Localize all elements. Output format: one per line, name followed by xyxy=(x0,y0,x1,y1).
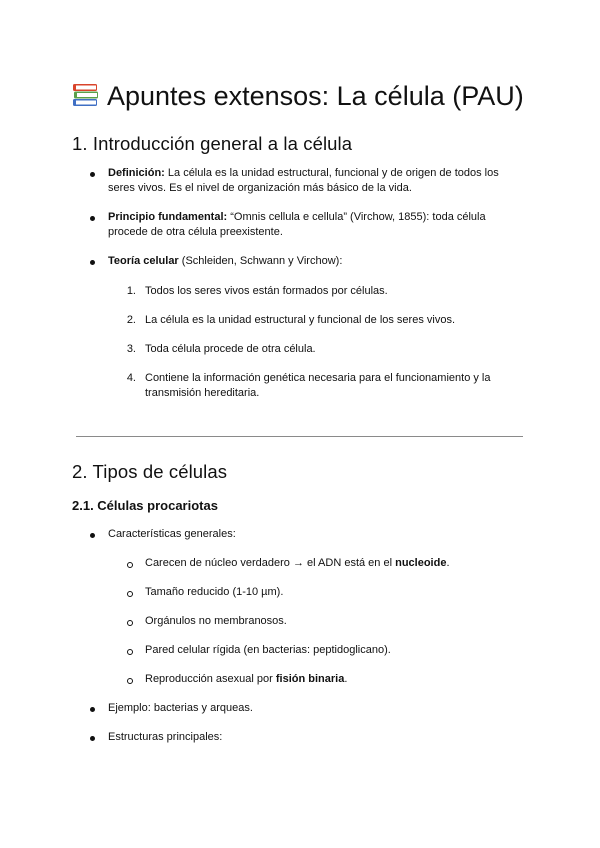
organulos-item: Orgánulos no membranosos. xyxy=(145,615,287,627)
teoria-item-1: Todos los seres vivos están formados por células. xyxy=(145,285,388,297)
bullet-circle xyxy=(127,649,133,655)
section-1-heading: 1. Introducción general a la célula xyxy=(72,133,353,154)
definicion-line-2: seres vivos. Es el nivel de organización más básico de la vida. xyxy=(108,182,412,194)
teoria-item-2: La célula es la unidad estructural y funcional de los seres vivos. xyxy=(145,314,456,326)
bullet-dot xyxy=(90,736,95,741)
bullet-dot xyxy=(90,533,95,538)
caracteristicas-label: Características generales: xyxy=(108,528,236,540)
bullet-circle xyxy=(127,620,133,626)
list-number: 3. xyxy=(126,343,136,355)
principio-line-1 xyxy=(108,210,486,225)
bullet-circle xyxy=(127,591,133,597)
principio-term: Principio fundamental: xyxy=(108,211,228,223)
bullet-dot xyxy=(90,216,95,221)
principio-line-2: procede de otra célula preexistente. xyxy=(108,226,283,238)
definicion-line-1 xyxy=(108,166,499,181)
nucleo-item xyxy=(145,556,450,571)
list-number: 4. xyxy=(126,372,136,384)
bullet-circle xyxy=(127,562,133,568)
teoria-item-3: Toda célula procede de otra célula. xyxy=(145,343,316,355)
list-number: 2. xyxy=(126,314,136,326)
reproduccion-period: . xyxy=(344,673,348,685)
title-text: Apuntes extensos: La célula (PAU) xyxy=(107,81,524,111)
nucleoide-term: nucleoide xyxy=(395,557,447,569)
books-emoji-icon xyxy=(72,82,100,108)
page-title xyxy=(72,81,524,112)
reproduccion-item xyxy=(145,672,347,687)
ejemplo-item: Ejemplo: bacterias y arqueas. xyxy=(108,702,253,714)
section-2-heading: 2. Tipos de células xyxy=(72,461,228,482)
list-number: 1. xyxy=(126,285,136,297)
teoria-item-4-line-1: Contiene la información genética necesaria para el funcionamiento y la xyxy=(145,372,491,384)
reproduccion-text: Reproducción asexual por xyxy=(145,673,276,685)
teoria-item-4-line-2: transmisión hereditaria. xyxy=(145,387,260,399)
fision-binaria-term: fisión binaria xyxy=(275,673,345,685)
definicion-term: Definición: xyxy=(108,167,165,179)
bullet-dot xyxy=(90,172,95,177)
definicion-text: La célula es la unidad estructural, funcional y de origen de todos los xyxy=(164,167,499,179)
bullet-circle xyxy=(127,678,133,684)
horizontal-divider xyxy=(76,436,523,437)
teoria-term: Teoría celular xyxy=(108,255,179,267)
teoria-text: (Schleiden, Schwann y Virchow): xyxy=(178,255,343,267)
teoria-line xyxy=(108,254,342,269)
subsection-2-1-heading: 2.1. Células procariotas xyxy=(72,498,218,513)
estructuras-item: Estructuras principales: xyxy=(108,731,223,743)
bullet-dot xyxy=(90,260,95,265)
pared-item: Pared celular rígida (en bacterias: peptidoglicano). xyxy=(145,644,391,656)
bullet-dot xyxy=(90,707,95,712)
nucleo-text: Carecen de núcleo verdadero → el ADN está en el xyxy=(145,557,396,569)
tamano-item: Tamaño reducido (1-10 µm). xyxy=(145,586,284,598)
nucleo-period: . xyxy=(446,557,450,569)
principio-text: “Omnis cellula e cellula” (Virchow, 1855): toda célula xyxy=(227,211,486,223)
